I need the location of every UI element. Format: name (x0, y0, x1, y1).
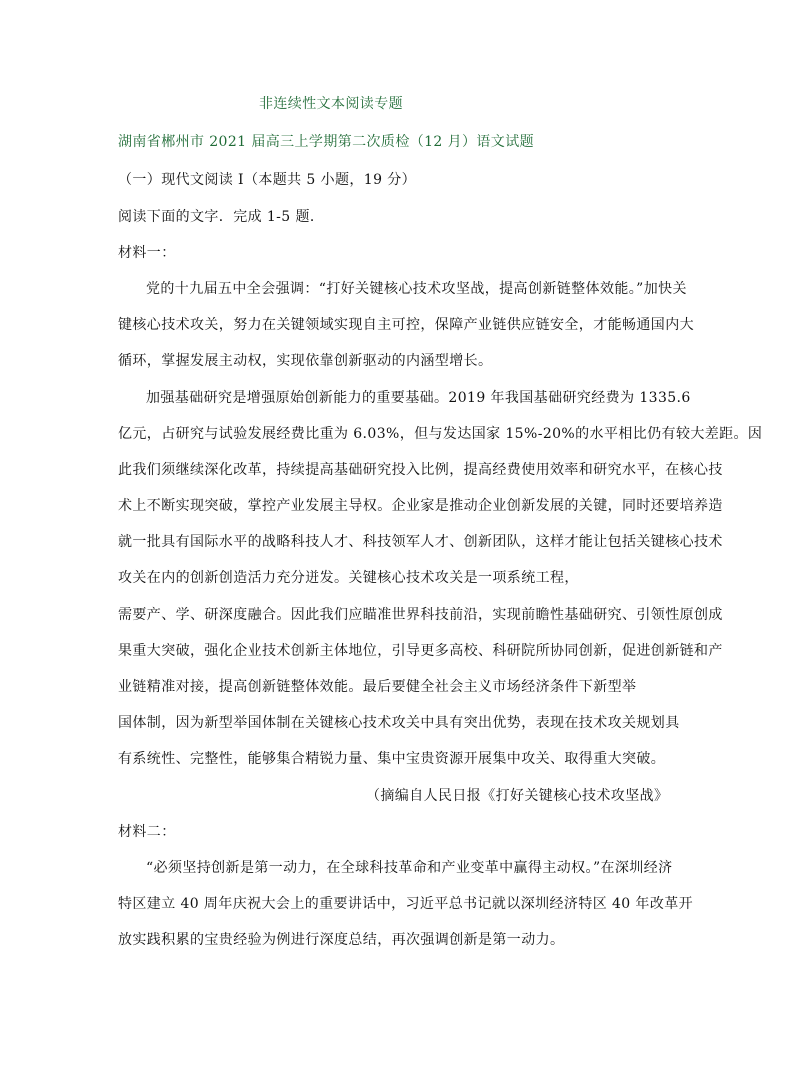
material-two-heading: 材料二： (118, 824, 176, 840)
material-one-line-4: 加强基础研究是增强原始创新能力的重要基础。2019 年我国基础研究经费为 1335.6 (146, 390, 691, 406)
material-one-line-5: 亿元，占研究与试验发展经费比重为 6.03%，但与发达国家 15%-20%的水平相比仍有较大差距。因 (118, 426, 763, 442)
material-one-source: （摘编自人民日报《打好关键核心技术攻坚战》 (366, 788, 669, 804)
document-title: 非连续性文本阅读专题 (259, 96, 403, 112)
material-two-line-1: “必须坚持创新是第一动力，在全球科技革命和产业变革中赢得主动权。”在深圳经济 (146, 860, 673, 876)
material-one-line-7: 术上不断实现突破，掌控产业发展主导权。企业家是推动企业创新发展的关键，同时还要培养造 (118, 498, 723, 514)
material-one-line-2: 键核心技术攻关，努力在关键领域实现自主可控，保障产业链供应链安全，才能畅通国内大 (118, 317, 694, 333)
material-one-line-3: 循环，掌握发展主动权，实现依靠创新驱动的内涵型增长。 (118, 353, 493, 369)
material-one-line-12: 业链精准对接，提高创新链整体效能。最后要健全社会主义市场经济条件下新型举 (118, 679, 637, 695)
document-subtitle: 湖南省郴州市 2021 届高三上学期第二次质检（12 月）语文试题 (118, 134, 534, 150)
material-one-line-6: 此我们须继续深化改革，持续提高基础研究投入比例，提高经费使用效率和研究水平，在核心技 (118, 462, 723, 478)
material-one-heading: 材料一： (118, 245, 176, 261)
material-one-line-8: 就一批具有国际水平的战略科技人才、科技领军人才、创新团队，这样才能让包括关键核心技术 (118, 534, 723, 550)
material-one-line-13: 国体制，因为新型举国体制在关键核心技术攻关中具有突出优势，表现在技术攻关规划具 (118, 715, 680, 731)
instruction-text: 阅读下面的文字．完成 1-5 题． (118, 209, 325, 225)
material-one-line-1: 党的十九届五中全会强调：“打好关键核心技术攻坚战，提高创新链整体效能。”加快关 (146, 281, 687, 297)
material-one-line-9: 攻关在内的创新创造活力充分迸发。关键核心技术攻关是一项系统工程， (118, 570, 579, 586)
material-two-line-2: 特区建立 40 周年庆祝大会上的重要讲话中，习近平总书记就以深圳经济特区 40 年改革开 (118, 896, 694, 912)
section-heading: （一）现代文阅读 I（本题共 5 小题，19 分） (118, 172, 417, 188)
material-two-line-3: 放实践积累的宝贵经验为例进行深度总结，再次强调创新是第一动力。 (118, 932, 565, 948)
material-one-line-10: 需要产、学、研深度融合。因此我们应瞄准世界科技前沿，实现前瞻性基础研究、引领性原创成 (118, 607, 723, 623)
material-one-line-14: 有系统性、完整性，能够集合精锐力量、集中宝贵资源开展集中攻关、取得重大突破。 (118, 751, 666, 767)
material-one-line-11: 果重大突破，强化企业技术创新主体地位，引导更多高校、科研院所协同创新，促进创新链和产 (118, 643, 723, 659)
